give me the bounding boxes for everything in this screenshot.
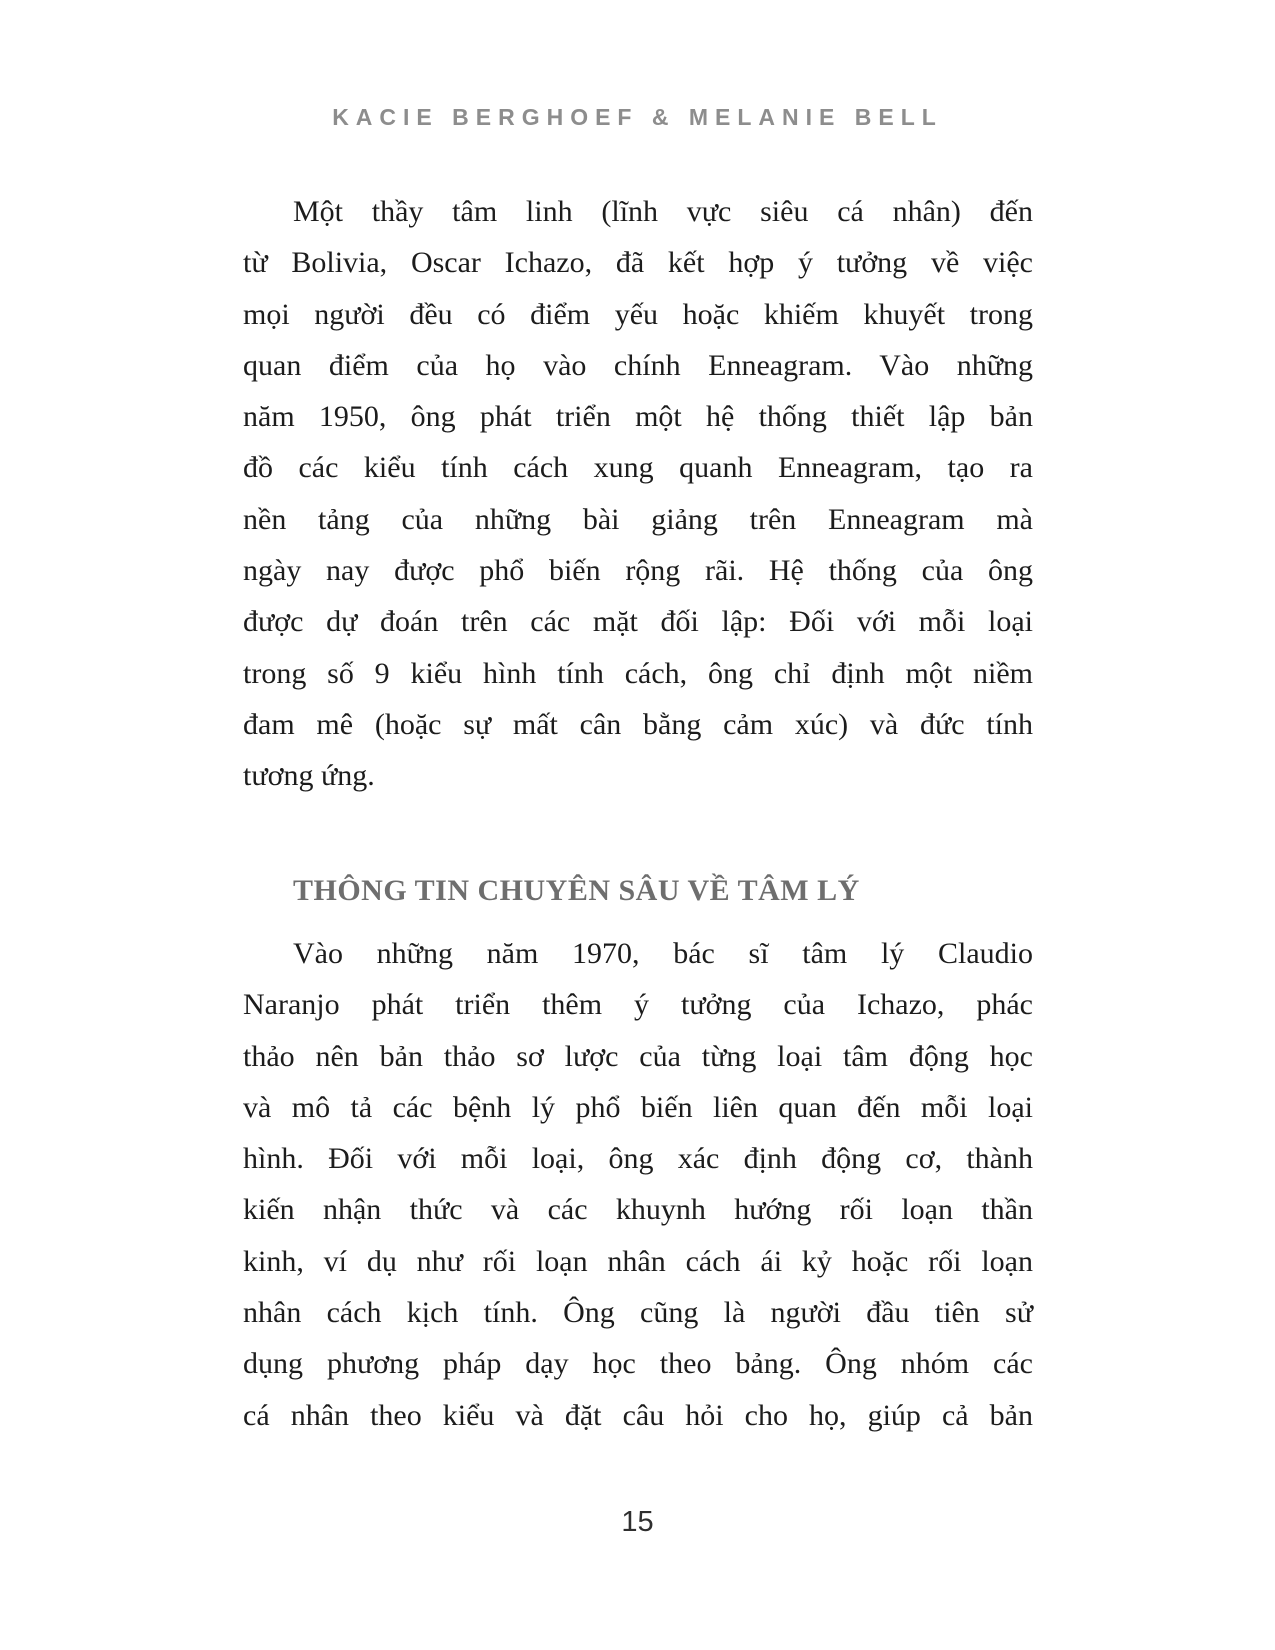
- paragraph-line: được dự đoán trên các mặt đối lập: Đối với mỗi loại: [243, 605, 1033, 639]
- paragraph-line: nền tảng của những bài giảng trên Enneagram mà: [243, 502, 1033, 536]
- paragraph-line: cá nhân theo kiểu và đặt câu hỏi cho họ, giúp cả bản: [243, 1398, 1033, 1432]
- paragraph-line: Vào những năm 1970, bác sĩ tâm lý Claudio: [293, 937, 1033, 970]
- paragraph-line: thảo nên bản thảo sơ lược của từng loại tâm động học: [243, 1039, 1033, 1073]
- paragraph-line: từ Bolivia, Oscar Ichazo, đã kết hợp ý tưởng về việc: [243, 246, 1033, 280]
- paragraph-line: năm 1950, ông phát triển một hệ thống thiết lập bản: [243, 400, 1033, 434]
- running-header: KACIE BERGHOEF & MELANIE BELL: [332, 104, 943, 130]
- paragraph-line: hình. Đối với mỗi loại, ông xác định động cơ, thành: [243, 1142, 1033, 1176]
- paragraph-line: mọi người đều có điểm yếu hoặc khiếm khuyết trong: [243, 297, 1033, 331]
- section-heading: THÔNG TIN CHUYÊN SÂU VỀ TÂM LÝ: [293, 874, 860, 907]
- paragraph-1: [243, 186, 1033, 802]
- paragraph-line: nhân cách kịch tính. Ông cũng là người đầu tiên sử: [243, 1296, 1033, 1330]
- page-number: 15: [621, 1506, 654, 1538]
- paragraph-2: [243, 928, 1033, 1441]
- paragraph-line: trong số 9 kiểu hình tính cách, ông chỉ định một niềm: [243, 656, 1033, 690]
- paragraph-line: Một thầy tâm linh (lĩnh vực siêu cá nhân) đến: [293, 195, 1033, 228]
- paragraph-line: đồ các kiểu tính cách xung quanh Enneagram, tạo ra: [243, 451, 1033, 485]
- paragraph-line: Naranjo phát triển thêm ý tưởng của Ichazo, phác: [243, 988, 1033, 1022]
- paragraph-line: tương ứng.: [243, 759, 375, 793]
- paragraph-line: dụng phương pháp dạy học theo bảng. Ông nhóm các: [243, 1347, 1033, 1381]
- paragraph-line: kiến nhận thức và các khuynh hướng rối loạn thần: [243, 1193, 1033, 1227]
- paragraph-line: kinh, ví dụ như rối loạn nhân cách ái kỷ hoặc rối loạn: [243, 1244, 1033, 1278]
- paragraph-line: đam mê (hoặc sự mất cân bằng cảm xúc) và đức tính: [243, 707, 1033, 741]
- paragraph-line: và mô tả các bệnh lý phổ biến liên quan đến mỗi loại: [243, 1090, 1033, 1124]
- paragraph-line: ngày nay được phổ biến rộng rãi. Hệ thống của ông: [243, 554, 1033, 588]
- paragraph-line: quan điểm của họ vào chính Enneagram. Vào những: [243, 348, 1033, 382]
